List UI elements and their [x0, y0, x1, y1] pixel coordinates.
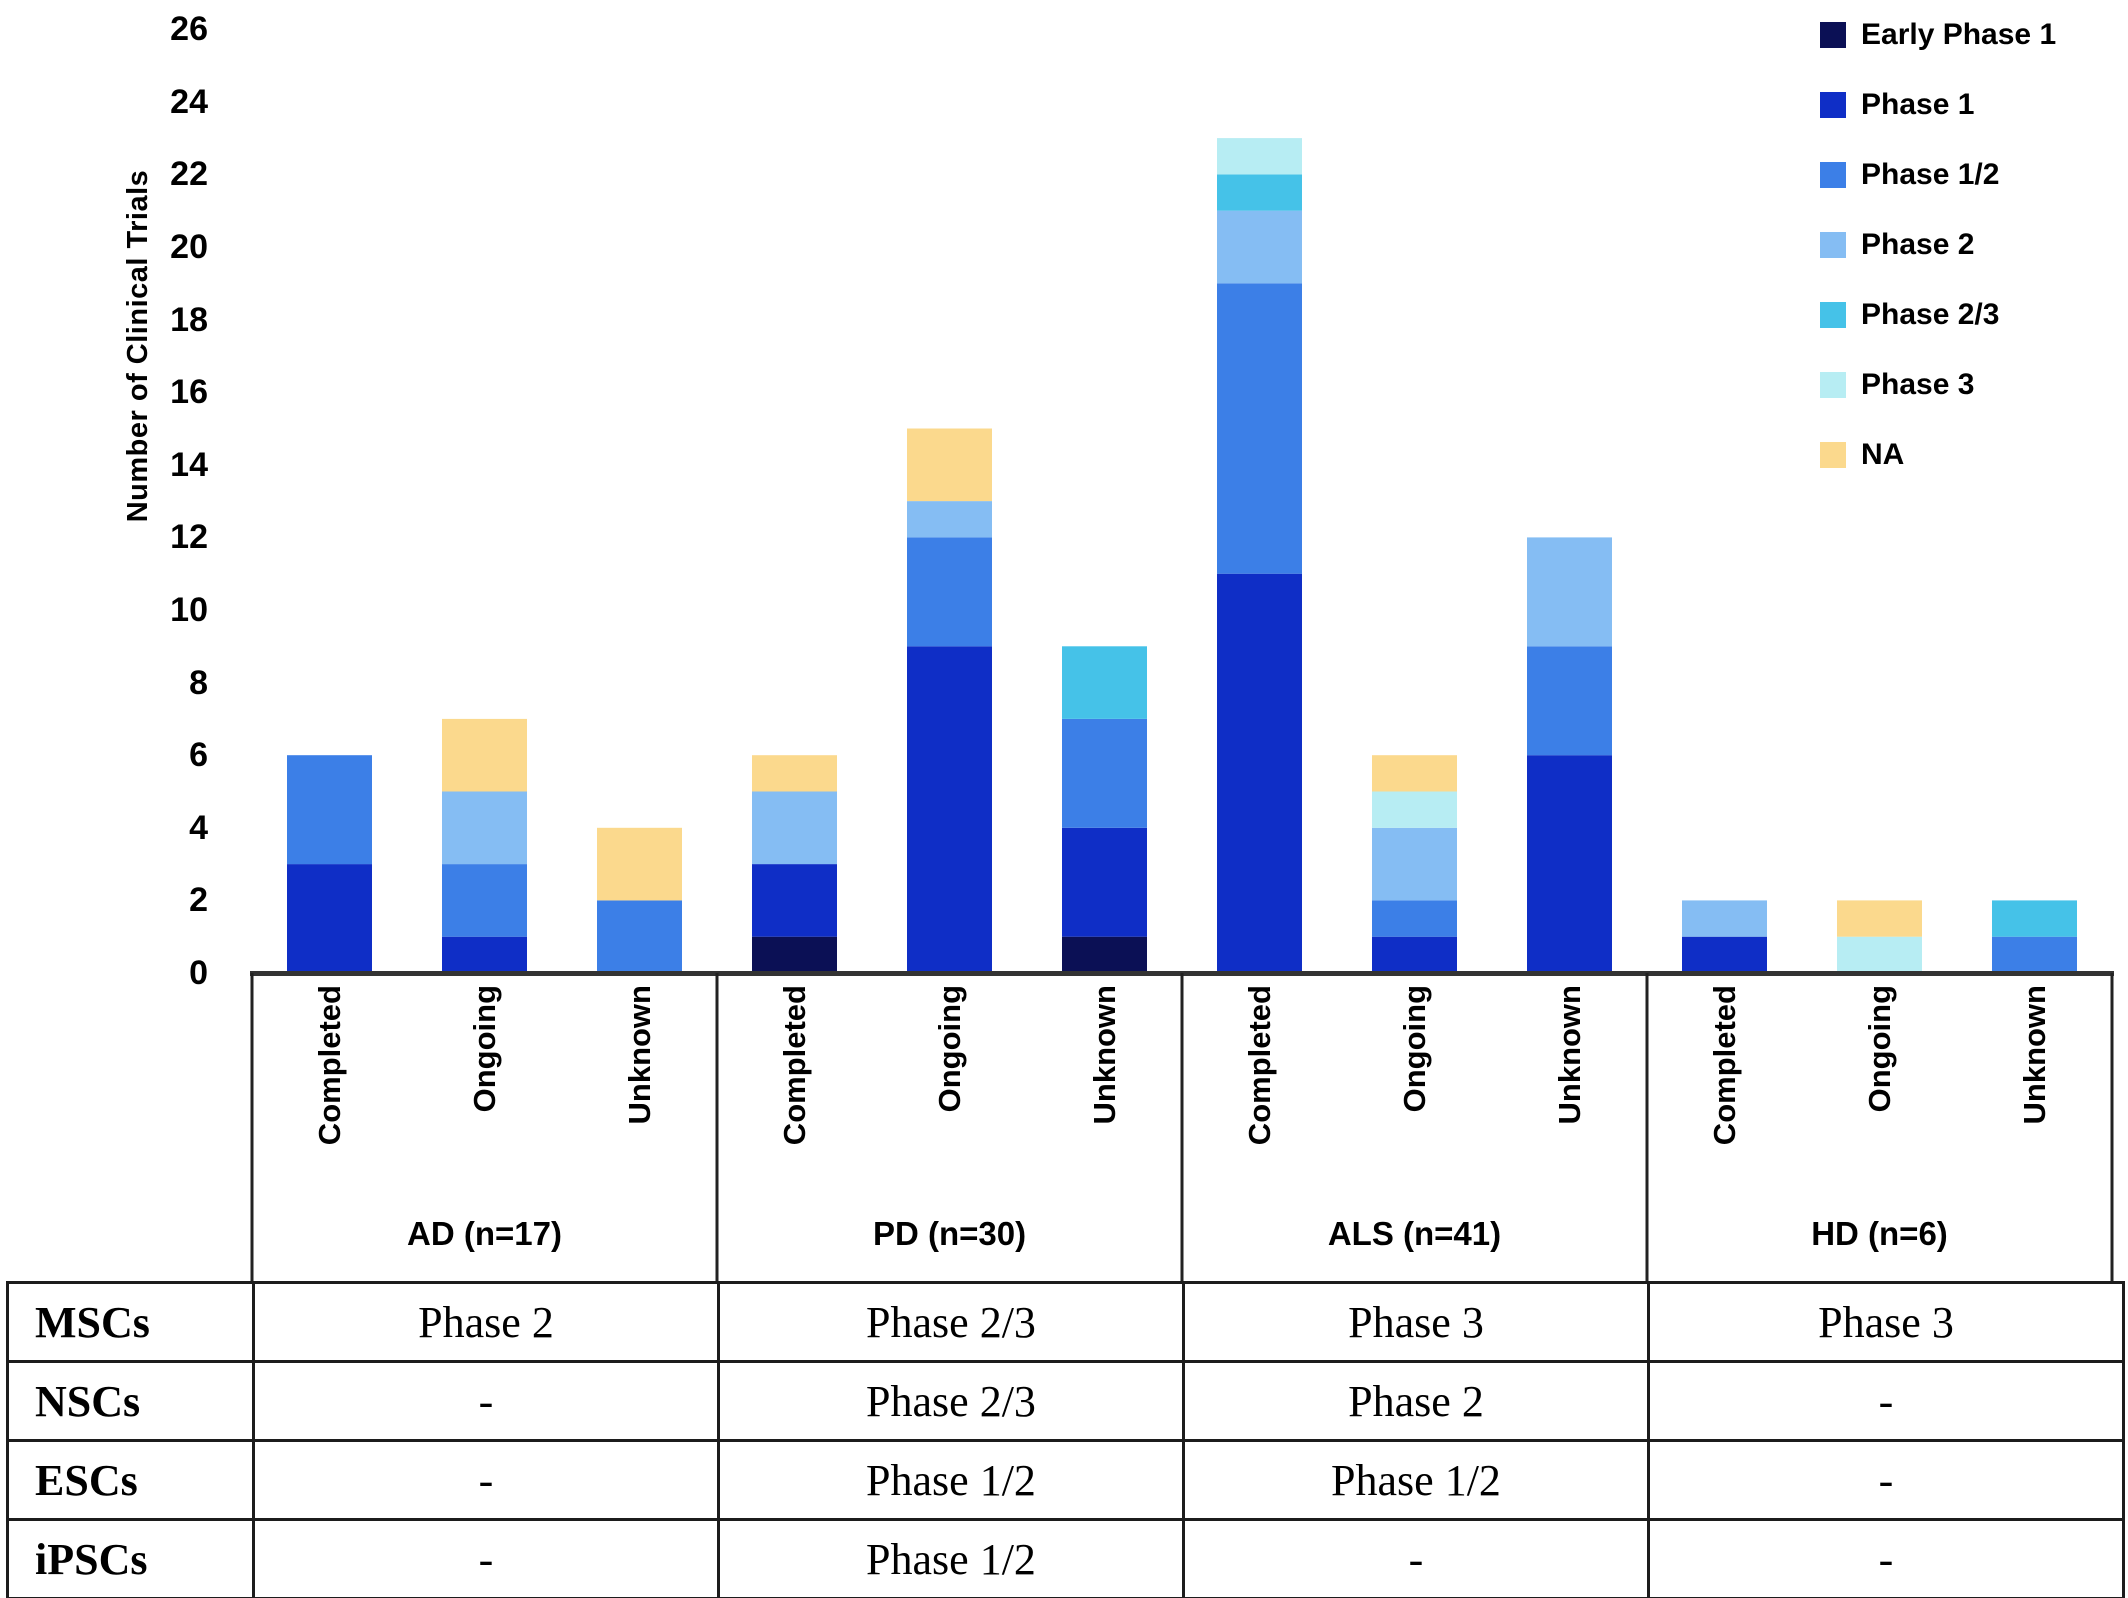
table-cell: - [1649, 1441, 2124, 1520]
y-tick-label: 16 [170, 373, 208, 412]
legend-item-Early Phase 1 [1820, 18, 2056, 52]
bar-segment-AD-Completed-Phase 1 [287, 864, 372, 973]
legend-label: Early Phase 1 [1861, 18, 2057, 51]
bar-segment-AD-Ongoing-Phase 2 [442, 792, 527, 865]
bar-segment-ALS-Completed-Phase 1 [1217, 574, 1302, 973]
bar-segment-PD-Completed-Early Phase 1 [752, 937, 837, 973]
bar-segment-ALS-Ongoing-Phase 3 [1372, 792, 1457, 828]
bar-segment-ALS-Completed-Phase 3 [1217, 138, 1302, 174]
bar-segment-ALS-Ongoing-Phase 1/2 [1372, 900, 1457, 936]
table-cell: Phase 1/2 [719, 1520, 1184, 1598]
legend-swatch-icon [1820, 442, 1846, 468]
table-row-MSCs [8, 1283, 2124, 1362]
bar-segment-ALS-Ongoing-Phase 1 [1372, 937, 1457, 973]
phase-table [6, 1281, 2125, 1598]
legend-swatch-icon [1820, 302, 1846, 328]
y-tick-label: 2 [189, 881, 208, 920]
bar-segment-HD-Completed-Phase 2 [1682, 900, 1767, 936]
bar-segment-PD-Completed-NA [752, 755, 837, 791]
legend-swatch-icon [1820, 22, 1846, 48]
bar-segment-ALS-Completed-Phase 2 [1217, 211, 1302, 284]
bar-segment-AD-Unknown-NA [597, 828, 682, 901]
group-label-PD: PD (n=30) [872, 1215, 1027, 1252]
status-label-Completed: Completed [1706, 985, 1742, 1146]
y-tick-label: 18 [170, 300, 208, 339]
group-label-ALS: ALS (n=41) [1327, 1215, 1502, 1252]
y-tick-label: 4 [189, 808, 208, 847]
row-header: iPSCs [8, 1520, 254, 1598]
legend-swatch-icon [1820, 92, 1846, 118]
status-label-Unknown: Unknown [1086, 985, 1122, 1125]
bar-segment-PD-Unknown-Early Phase 1 [1062, 937, 1147, 973]
group-label-HD: HD (n=6) [1811, 1215, 1948, 1252]
table-cell: - [1184, 1520, 1649, 1598]
legend-item-NA [1820, 438, 1904, 472]
bar-segment-PD-Completed-Phase 1 [752, 864, 837, 937]
y-tick-label: 0 [189, 954, 208, 992]
bar-segment-ALS-Unknown-Phase 1/2 [1527, 646, 1612, 755]
y-tick-label: 12 [170, 518, 208, 557]
legend-swatch-icon [1820, 372, 1846, 398]
bar-segment-ALS-Completed-Phase 2/3 [1217, 174, 1302, 210]
bar-segment-HD-Unknown-Phase 1/2 [1992, 937, 2077, 973]
legend-item-Phase 2 [1820, 228, 1974, 262]
status-label-Completed: Completed [776, 985, 812, 1146]
status-label-Unknown: Unknown [1551, 985, 1587, 1125]
row-header: MSCs [8, 1283, 254, 1362]
legend-item-Phase 1 [1820, 88, 1974, 122]
status-label-Unknown: Unknown [621, 985, 657, 1125]
y-tick-label: 14 [170, 445, 208, 484]
table-cell: - [254, 1520, 719, 1598]
bar-segment-ALS-Completed-Phase 1/2 [1217, 283, 1302, 573]
bar-segment-AD-Ongoing-NA [442, 719, 527, 792]
status-label-Completed: Completed [311, 985, 347, 1146]
legend-label: Phase 3 [1861, 368, 1975, 401]
bar-segment-AD-Ongoing-Phase 1 [442, 937, 527, 973]
legend-label: Phase 1 [1861, 88, 1975, 121]
y-tick-label: 20 [170, 228, 208, 266]
bar-segment-PD-Unknown-Phase 2/3 [1062, 646, 1147, 719]
legend-label: NA [1861, 438, 1905, 471]
row-header: NSCs [8, 1362, 254, 1441]
table-cell: - [254, 1362, 719, 1441]
bar-segment-ALS-Ongoing-Phase 2 [1372, 828, 1457, 901]
y-tick-label: 6 [189, 736, 208, 775]
bar-segment-AD-Completed-Phase 1/2 [287, 755, 372, 864]
table-row-NSCs [8, 1362, 2124, 1441]
status-label-Completed: Completed [1241, 985, 1277, 1146]
table-cell: - [1649, 1520, 2124, 1598]
row-header: ESCs [8, 1441, 254, 1520]
bar-segment-AD-Ongoing-Phase 1/2 [442, 864, 527, 937]
y-tick-label: 8 [189, 663, 208, 702]
bar-segment-HD-Ongoing-Phase 3 [1837, 937, 1922, 973]
bar-segment-HD-Ongoing-NA [1837, 900, 1922, 936]
bar-segment-ALS-Ongoing-NA [1372, 755, 1457, 791]
bar-segment-HD-Completed-Phase 1 [1682, 937, 1767, 973]
status-label-Ongoing: Ongoing [1396, 985, 1432, 1113]
bar-segment-ALS-Unknown-Phase 2 [1527, 537, 1612, 646]
bar-segment-ALS-Unknown-Phase 1 [1527, 755, 1612, 973]
table-cell: Phase 2 [254, 1283, 719, 1362]
bar-segment-PD-Unknown-Phase 1/2 [1062, 719, 1147, 828]
status-label-Ongoing: Ongoing [466, 985, 502, 1113]
status-label-Ongoing: Ongoing [1861, 985, 1897, 1113]
status-label-Unknown: Unknown [2016, 985, 2052, 1125]
bar-segment-PD-Ongoing-Phase 2 [907, 501, 992, 537]
bar-segment-PD-Completed-Phase 2 [752, 792, 837, 865]
bar-segment-PD-Ongoing-Phase 1 [907, 646, 992, 973]
legend-item-Phase 3 [1820, 368, 1974, 402]
legend-item-Phase 1/2 [1820, 158, 1999, 192]
table-cell: - [254, 1441, 719, 1520]
y-tick-label: 26 [170, 10, 208, 49]
bar-segment-PD-Ongoing-NA [907, 429, 992, 502]
legend-item-Phase 2/3 [1820, 298, 1999, 332]
status-label-Ongoing: Ongoing [931, 985, 967, 1113]
bar-segment-PD-Ongoing-Phase 1/2 [907, 537, 992, 646]
legend-label: Phase 2/3 [1861, 298, 2000, 331]
group-label-AD: AD (n=17) [407, 1215, 562, 1252]
table-cell: Phase 2 [1184, 1362, 1649, 1441]
legend-label: Phase 1/2 [1861, 158, 2000, 191]
table-cell: Phase 1/2 [1184, 1441, 1649, 1520]
table-cell: Phase 2/3 [719, 1283, 1184, 1362]
table-cell: Phase 1/2 [719, 1441, 1184, 1520]
table-row-iPSCs [8, 1520, 2124, 1598]
bar-segment-PD-Unknown-Phase 1 [1062, 828, 1147, 937]
bar-segment-HD-Unknown-Phase 2/3 [1992, 900, 2077, 936]
y-tick-label: 22 [170, 155, 208, 194]
legend-swatch-icon [1820, 232, 1846, 258]
table-cell: - [1649, 1362, 2124, 1441]
legend-swatch-icon [1820, 162, 1846, 188]
bar-segment-AD-Unknown-Phase 1/2 [597, 900, 682, 973]
table-row-ESCs [8, 1441, 2124, 1520]
table-cell: Phase 2/3 [719, 1362, 1184, 1441]
table-cell: Phase 3 [1649, 1283, 2124, 1362]
y-tick-label: 10 [170, 591, 208, 629]
y-tick-label: 24 [170, 82, 208, 121]
y-axis-title: Number of Clinical Trials [122, 169, 154, 523]
legend-label: Phase 2 [1861, 228, 1975, 261]
table-cell: Phase 3 [1184, 1283, 1649, 1362]
